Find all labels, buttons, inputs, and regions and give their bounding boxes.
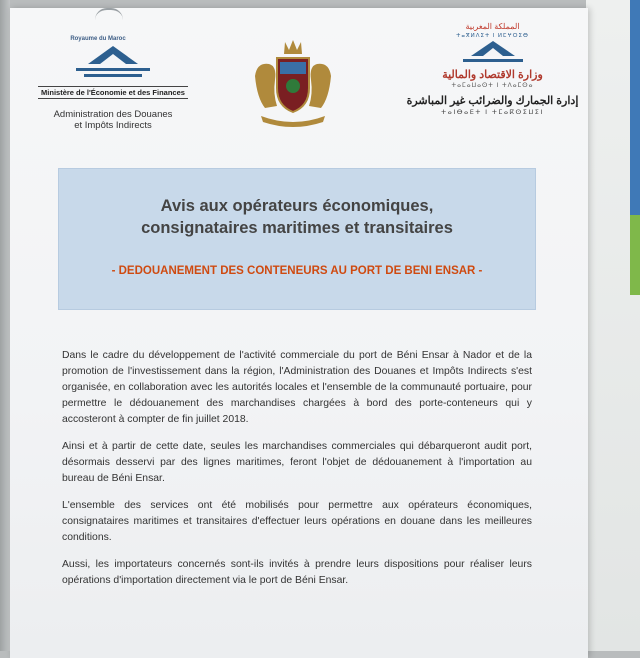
wall-green-stripe bbox=[630, 215, 640, 295]
paragraph-invitation: Aussi, les importateurs concernés sont-ils invités à prendre leurs dispositions pour réaliser leurs opérations d'importation directement via le port de Béni Ensar. bbox=[62, 559, 532, 586]
arabic-logo-block bbox=[405, 22, 580, 117]
arabic-ministry-name: وزارة الاقتصاد والمالية bbox=[442, 69, 543, 81]
wall-background-right bbox=[586, 0, 640, 651]
paragraph-services: L'ensemble des services ont été mobilisés pour permettre aux opérateurs économiques, consignataires maritimes et transitaires d'effectuer leurs opérations en douane dans les meilleures conditions. bbox=[62, 500, 532, 543]
administration-name-line1: Administration des Douanes bbox=[53, 109, 173, 120]
arabic-department-name: إدارة الجمارك والضرائب غير المباشرة bbox=[406, 95, 579, 107]
notice-title-line2: consignataires maritimes et transitaires bbox=[141, 219, 453, 237]
wall-blue-stripe bbox=[630, 0, 640, 215]
paragraph-effective-date: Ainsi et à partir de cette date, seules les marchandises commerciales qui débarqueront audit port, désormais desservi par des lignes maritimes, feront l'objet de dédouanement à l'importation au bureau de Béni Ensar. bbox=[62, 441, 532, 484]
ministry-logo-icon-right bbox=[453, 40, 533, 64]
paper-clip-icon bbox=[95, 8, 123, 20]
tifinagh-kingdom-label: ⵜⴰⴳⵍⴷⵉⵜ ⵏ ⵍⵎⵖⵔⵉⴱ bbox=[456, 33, 529, 39]
royal-crest-icon bbox=[247, 36, 339, 128]
notice-title-line1: Avis aux opérateurs économiques, bbox=[160, 197, 434, 215]
notice-subtitle: - DEDOUANEMENT DES CONTENEURS AU PORT DE BENI ENSAR - bbox=[111, 265, 483, 277]
ministry-logo-icon bbox=[58, 44, 168, 80]
tifinagh-department-name: ⵜⴰⵏⴱⴰⴹⵜ ⵏ ⵜⵎⴰⴽⵙⵉⵡⵉⵏ bbox=[441, 109, 544, 116]
tifinagh-ministry-name: ⵜⴰⵎⴰⵡⴰⵙⵜ ⵏ ⵜⴷⴰⵎⵙⴰ bbox=[451, 83, 534, 89]
notice-sheet bbox=[10, 8, 588, 658]
notice-title bbox=[59, 195, 535, 239]
title-banner bbox=[58, 168, 536, 310]
kingdom-label: Royaume du Maroc bbox=[70, 36, 126, 42]
ministry-logo-block bbox=[28, 36, 198, 131]
paragraph-context: Dans le cadre du développement de l'activité commerciale du port de Béni Ensar à Nador et de la promotion de l'investissement dans la région, l'Administration des Douanes et Impôts Indirects s'est organisée, en collaboration avec les autorités locales et l'ensemble de la communauté portuaire, pour permettre le dédouanement des marchandises chargées à bord des porte-conteneurs qui y accosteront à compter de fin juillet 2018. bbox=[62, 350, 532, 425]
notice-body bbox=[62, 348, 532, 600]
ministry-name: Ministère de l'Économie et des Finances bbox=[38, 86, 188, 99]
arabic-kingdom-label: المملكة المغربية bbox=[465, 22, 520, 31]
wall-background-left bbox=[0, 0, 10, 651]
administration-name-line2: et Impôts Indirects bbox=[74, 120, 152, 131]
administration-name bbox=[28, 109, 198, 131]
